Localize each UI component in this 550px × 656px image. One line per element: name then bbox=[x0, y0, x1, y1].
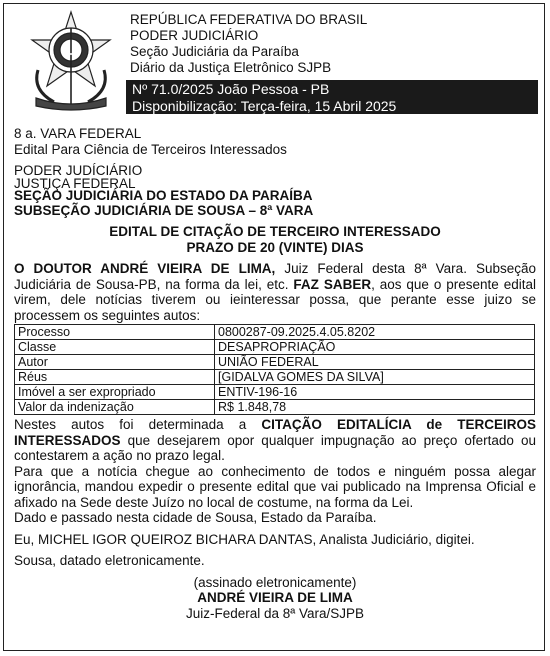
table-label: Valor da indenização bbox=[15, 400, 215, 415]
header-line: PODER JUDICIÁRIO bbox=[130, 28, 259, 43]
edital-title: EDITAL DE CITAÇÃO DE TERCEIRO INTERESSADO bbox=[109, 224, 441, 239]
citation-text-2: que desejarem opor qualquer impugnação ao preço ofertado ou contestarem a ação no prazo legal. bbox=[14, 432, 536, 463]
org-bold-line: SEÇÃO JUDICIÁRIA DO ESTADO DA PARAÍBA bbox=[14, 188, 313, 203]
citation-bold: CITAÇÃO EDITALÍCIA de TERCEIROS INTERESSADOS bbox=[14, 417, 536, 448]
intro-text-2: , aos que o presente edital virem, dele notícias tiverem ou ieinteressar possa, que perante esse juizo se processem os seguintes autos: bbox=[14, 276, 536, 323]
org-line: JUSTIÇA FEDERAL bbox=[14, 175, 136, 191]
document-content bbox=[14, 126, 536, 621]
vara-line: 8 a. VARA FEDERAL bbox=[14, 126, 142, 141]
edition-banner bbox=[126, 80, 538, 114]
edital-type: Edital Para Ciência de Terceiros Interessados bbox=[14, 141, 287, 157]
brazil-coat-of-arms-icon bbox=[24, 10, 118, 112]
header-line: REPÚBLICA FEDERATIVA DO BRASIL bbox=[130, 12, 368, 27]
table-row bbox=[15, 355, 535, 370]
typist-paragraph: Eu, MICHEL IGOR QUEIROZ BICHARA DANTAS, Analista Judiciário, digitei. bbox=[14, 531, 475, 547]
table-value: 0800287-09.2025.4.05.8202 bbox=[215, 325, 535, 340]
signature-note: (assinado eletronicamente) bbox=[193, 574, 357, 590]
table-label: Réus bbox=[15, 370, 215, 385]
header-line: Diário da Justiça Eletrônico SJPB bbox=[130, 60, 332, 75]
table-label: Classe bbox=[15, 340, 215, 355]
org-bold-line: SUBSEÇÃO JUDICIÁRIA DE SOUSA – 8ª VARA bbox=[14, 202, 314, 218]
table-row bbox=[15, 370, 535, 385]
citation-paragraph bbox=[14, 417, 536, 464]
table-label: Imóvel a ser expropriado bbox=[15, 385, 215, 400]
edital-deadline: PRAZO DE 20 (VINTE) DIAS bbox=[186, 239, 364, 255]
publication-date: Disponibilização: Terça-feira, 15 Abril 2025 bbox=[132, 97, 397, 114]
case-table bbox=[14, 324, 535, 415]
table-label: Autor bbox=[15, 355, 215, 370]
table-value: ENTIV-196-16 bbox=[215, 385, 535, 400]
org-line: PODER JUDÍCIÁRIO bbox=[14, 163, 143, 178]
header-block bbox=[130, 12, 367, 76]
table-row bbox=[15, 340, 535, 355]
table-row bbox=[15, 385, 535, 400]
judge-name: O DOUTOR ANDRÉ VIEIRA DE LIMA, bbox=[14, 261, 276, 276]
table-value: UNIÃO FEDERAL bbox=[215, 355, 535, 370]
intro-paragraph bbox=[14, 261, 536, 323]
table-value: [GIDALVA GOMES DA SILVA] bbox=[215, 370, 535, 385]
citation-text: Nestes autos foi determinada a bbox=[14, 417, 262, 432]
place-paragraph: Dado e passado nesta cidade de Sousa, Estado da Paraíba. bbox=[14, 510, 377, 525]
table-row bbox=[15, 325, 535, 340]
date-paragraph: Sousa, datado eletronicamente. bbox=[14, 553, 205, 568]
publicity-paragraph: Para que a notícia chegue ao conhecimento de todos e ninguém possa alegar ignorância, mandou expedir o presente edital que vai publicado na Imprensa Oficial e afixado na Sede deste Juízo no local de costume, na forma da Lei. bbox=[14, 463, 536, 510]
faz-saber: FAZ SABER bbox=[293, 276, 372, 292]
header-line: Seção Judiciária da Paraíba bbox=[130, 44, 299, 59]
signer-name: ANDRÉ VIEIRA DE LIMA bbox=[197, 590, 353, 605]
table-value: R$ 1.848,78 bbox=[215, 400, 535, 415]
table-label: Processo bbox=[15, 325, 215, 340]
intro-text: Juiz Federal desta 8ª Vara. Subseção Judiciária de Sousa-PB, na forma da lei, etc. bbox=[14, 261, 536, 292]
table-row bbox=[15, 400, 535, 415]
edition-number: Nº 71.0/2025 João Pessoa - PB bbox=[132, 81, 330, 97]
table-value: DESAPROPRIAÇÃO bbox=[215, 340, 535, 355]
signer-role: Juiz-Federal da 8ª Vara/SJPB bbox=[185, 605, 365, 621]
